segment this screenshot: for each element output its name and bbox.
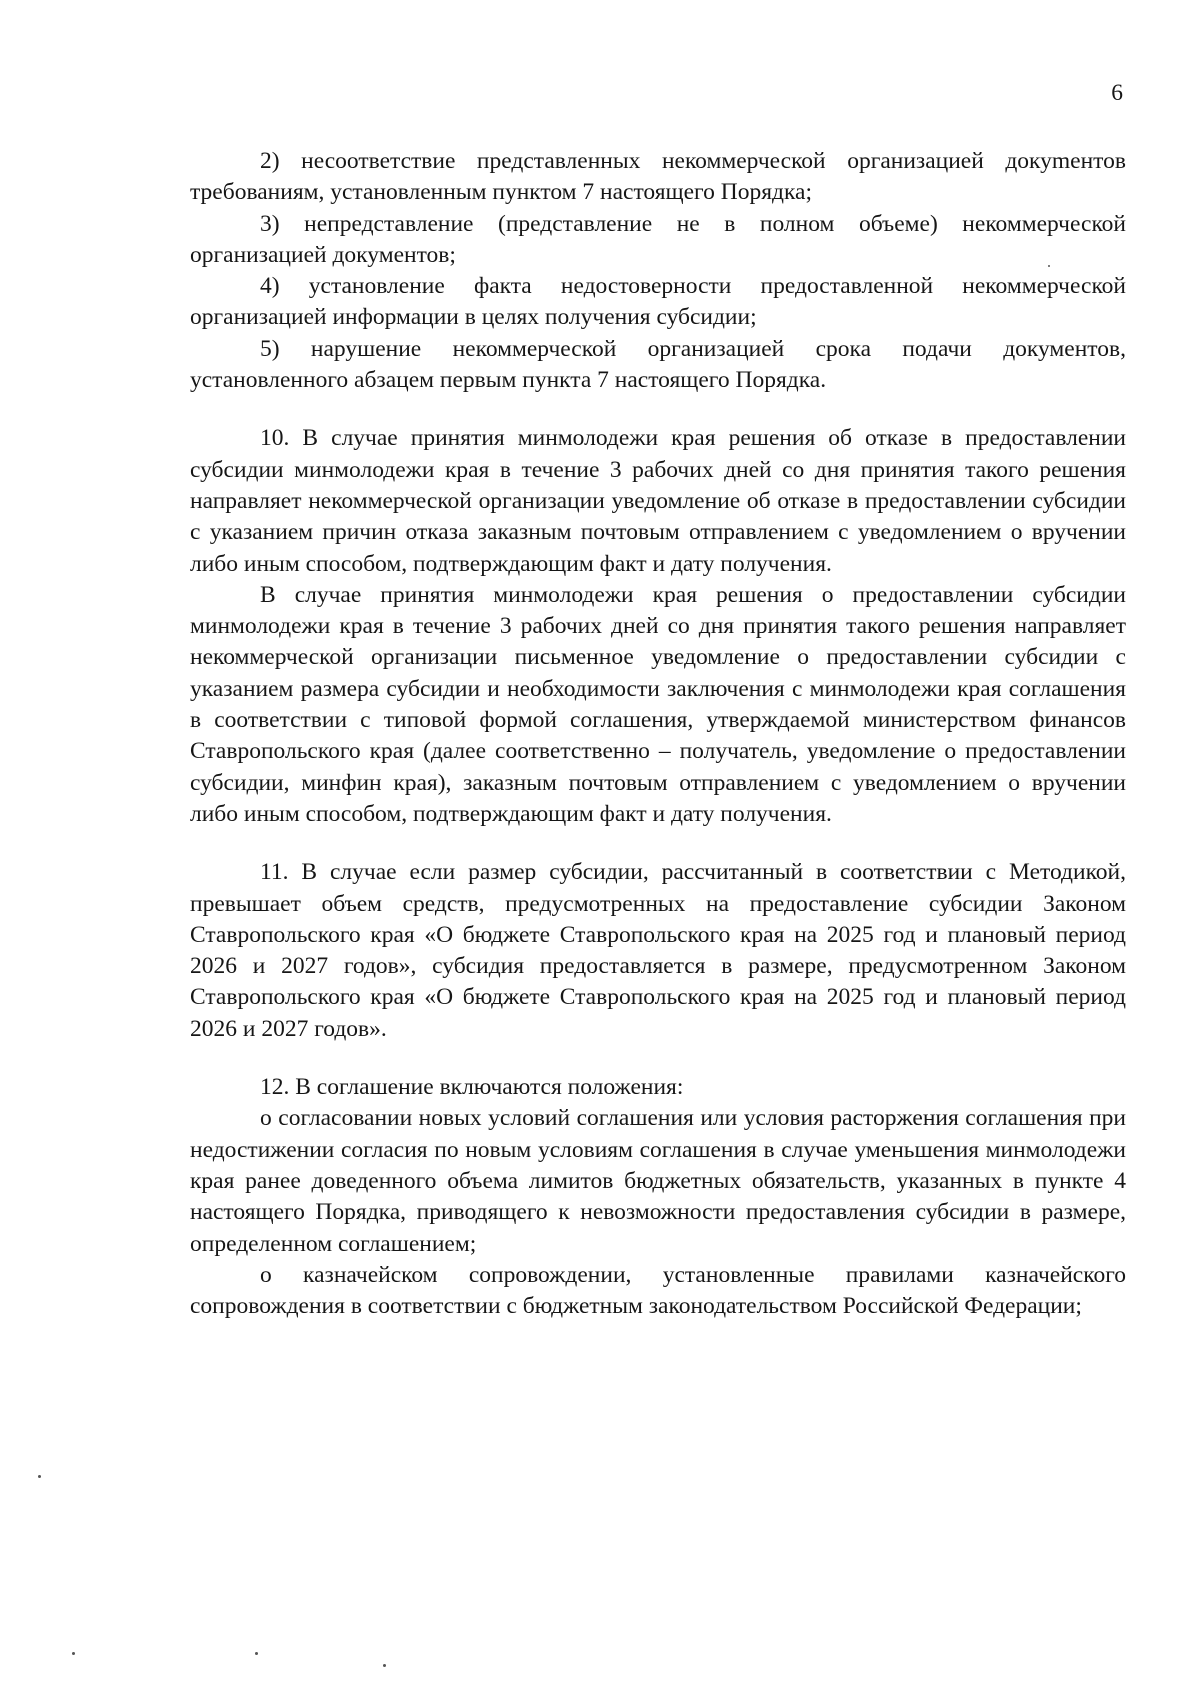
paragraph-clause-12-provision-2: о казначейском сопровождении, установленные правилами казначейского сопровождения в соответствии с бюджетным законодательством Российской Федерации; [190, 1261, 1126, 1320]
paragraph-clause-10: 10. В случае принятия минмолодежи края решения об отказе в предоставлении субсидии минмолодежи края в течение 3 рабочих дней со дня принятия такого решения направляет некоммерческой организации уведомление об отказе в предоставлении субсидии с указанием причин отказа заказным почтовым отправлением с уведомлением о вручении либо иным способом, подтверждающим факт и дату получения. [190, 425, 1126, 577]
scan-speck [1048, 265, 1050, 267]
paragraph-clause-12: 12. В соглашение включаются положения: [260, 1074, 684, 1101]
paragraph-item-3: 3) непредставление (представление не в полном объеме) некоммерческой организацией документов; [190, 210, 1126, 268]
scan-speck [255, 1652, 258, 1655]
scan-speck [38, 1475, 41, 1478]
paragraph-item-2: 2) несоответствие представленных некоммерческой организацией докуmентов требованиям, установленным пунктом 7 настоящего Порядка; [190, 148, 1126, 206]
paragraph-clause-10-continued: В случае принятия минмолодежи края решения о предоставлении субсидии минмолодежи края в течение 3 рабочих дней со дня принятия такого решения направляет некоммерческой организации письменное уведомление о предоставлении субсидии с указанием размера субсидии и необходимости заключения с минмолодежи края соглашения в соответствии с типовой формой соглашения, утверждаемой министерством финансов Ставропольского края (далее соответственно – получатель, уведомление о предоставлении субсидии, минфин края), заказным почтовым отправлением с уведомлением о вручении либо иным способом, подтверждающим факт и дату получения. [190, 581, 1126, 827]
scan-speck [383, 1664, 386, 1667]
paragraph-item-4: 4) установление факта недостоверности предоставленной некоммерческой организацией информации в целях получения субсидии; [190, 273, 1126, 331]
paragraph-clause-11: 11. В случае если размер субсидии, рассчитанный в соответствии с Методикой, превышает объем средств, предусмотренных на предоставление субсидии Законом Ставропольского края «О бюджете Ставропольского края на 2025 год и плановый период 2026 и 2027 годов», субсидия предоставляется в размере, предусмотренном Законом Ставропольского края «О бюджете Ставропольского края на 2025 год и плановый период 2026 и 2027 годов». [190, 859, 1126, 1042]
paragraph-item-5: 5) нарушение некоммерческой организацией срока подачи документов, установленного абзацем первым пункта 7 настоящего Порядка. [190, 335, 1126, 394]
paragraph-clause-12-provision-1: о согласовании новых условий соглашения или условия расторжения соглашения при недостижении согласия по новым условиям соглашения в случае уменьшения минмолодежи края ранее доведенного объема лимитов бюджетных обязательств, указанных в пункте 4 настоящего Порядка, приводящего к невозможности предоставления субсидии в размере, определенном соглашением; [190, 1105, 1126, 1257]
document-body [190, 146, 1126, 1322]
scan-speck [72, 1652, 75, 1655]
page-number: 6 [1111, 80, 1123, 106]
